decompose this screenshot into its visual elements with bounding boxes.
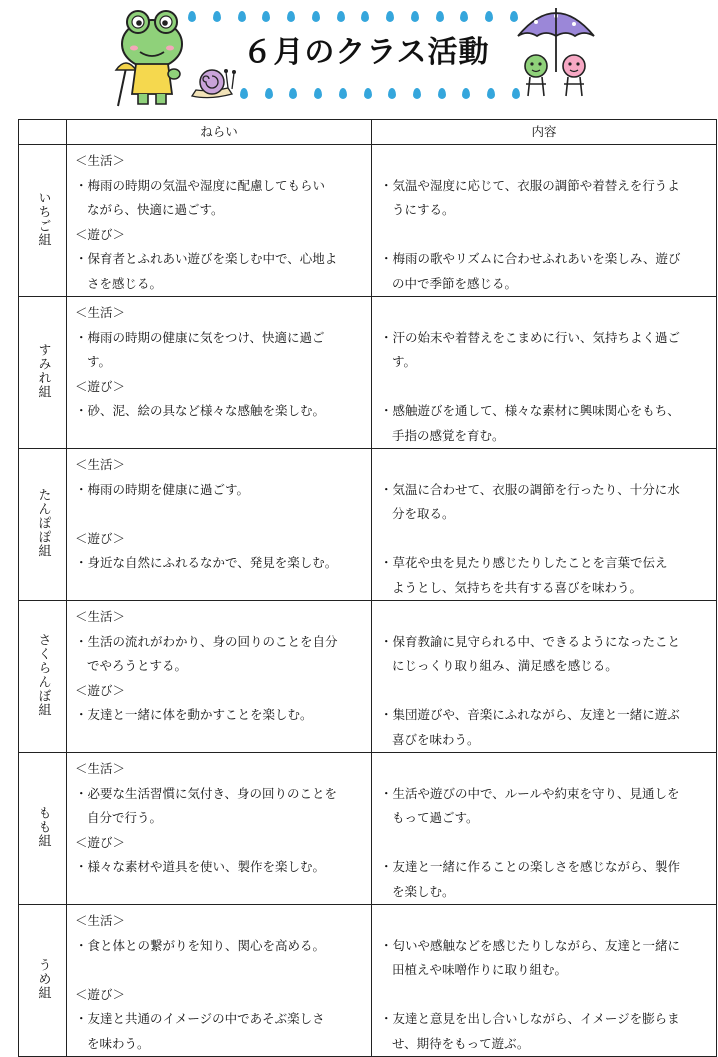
content-cell	[372, 145, 717, 297]
play-label: ＜遊び＞	[75, 986, 126, 1002]
table-row	[19, 297, 717, 449]
content-text: す。	[392, 354, 417, 369]
class-name-cell	[19, 601, 67, 753]
life-aim-text: ・食と体との繋がりを知り、関心を高める。	[75, 937, 326, 953]
content-text: を楽しむ。	[392, 883, 455, 899]
header-group	[19, 120, 67, 145]
class-name: もも組	[35, 806, 51, 848]
page-header	[0, 0, 718, 118]
life-label: ＜生活＞	[75, 457, 126, 472]
class-name-cell	[19, 145, 67, 297]
content-text: ・生活や遊びの中で、ルールや約束を守り、見通しを	[380, 785, 680, 801]
aim-cell	[67, 449, 372, 601]
content-text: ・友達と一緒に作ることの楽しさを感じながら、製作	[380, 859, 681, 874]
class-name: さくらんぼ組	[35, 633, 51, 717]
content-text: ・気温に合わせて、衣服の調節を行ったり、十分に水	[380, 481, 680, 497]
life-label: ＜生活＞	[75, 913, 126, 928]
class-name: うめ組	[35, 958, 51, 1000]
content-text: ・保育教諭に見守られる中、できるようになったこと	[380, 633, 681, 649]
content-text: ・汗の始末や着替えをこまめに行い、気持ちよく過ご	[380, 329, 681, 345]
class-name-cell	[19, 753, 67, 905]
play-label: ＜遊び＞	[75, 530, 126, 546]
play-aim-text: ・友達と一緒に体を動かすことを楽しむ。	[75, 707, 313, 722]
aim-cell	[67, 297, 372, 449]
life-aim-text: ・必要な生活習慣に気付き、身の回りのことを	[75, 785, 338, 801]
page-title: ６月のクラス活動	[242, 35, 490, 70]
play-aim-text: ・身近な自然にふれるなかで、発見を楽しむ。	[75, 555, 338, 570]
content-text: ・草花や虫を見たり感じたりしたことを言葉で伝え	[380, 555, 668, 570]
content-cell	[372, 449, 717, 601]
raindrop-row-top	[188, 11, 518, 25]
content-text: せ、期待をもって遊ぶ。	[392, 1035, 530, 1051]
aim-cell	[67, 601, 372, 753]
content-text: もって過ごす。	[392, 810, 479, 825]
class-name-cell	[19, 905, 67, 1057]
play-aim-text: ・友達と共通のイメージの中であそぶ楽しさ	[75, 1011, 325, 1026]
table-row	[19, 601, 717, 753]
content-text: ・友達と意見を出し合いしながら、イメージを膨らま	[380, 1011, 680, 1026]
table-row	[19, 905, 717, 1057]
content-text: の中で季節を感じる。	[392, 275, 518, 291]
content-text: 田植えや味噌作りに取り組む。	[392, 962, 568, 977]
life-aim-text: ながら、快適に過ごす。	[87, 202, 224, 217]
table-header-row	[19, 120, 717, 145]
play-label: ＜遊び＞	[75, 682, 126, 698]
umbrella-kids-illustration	[514, 2, 598, 102]
content-text: ようとし、気持ちを共有する喜びを味わう。	[392, 579, 643, 595]
class-name: いちご組	[35, 191, 51, 247]
content-text: うにする。	[392, 202, 455, 217]
header-content: 内容	[372, 120, 717, 145]
life-label: ＜生活＞	[75, 305, 126, 320]
life-label: ＜生活＞	[75, 609, 126, 624]
table-row	[19, 753, 717, 905]
play-aim-text: さを感じる。	[87, 275, 163, 291]
play-aim-text: ・様々な素材や道具を使い、製作を楽しむ。	[75, 859, 326, 874]
content-text: ・梅雨の歌やリズムに合わせふれあいを楽しみ、遊び	[380, 251, 681, 266]
frog-illustration	[112, 8, 192, 108]
content-text: ・気温や湿度に応じて、衣服の調節や着替えを行うよ	[380, 177, 680, 193]
spacer	[380, 831, 706, 856]
life-aim-text: でやろうとする。	[87, 658, 188, 673]
content-cell	[372, 753, 717, 905]
aim-cell	[67, 753, 372, 905]
content-text: ・匂いや感触などを感じたりしながら、友達と一緒に	[380, 937, 681, 953]
play-aim-text: ・保育者とふれあい遊びを楽しむ中で、心地よ	[75, 251, 338, 266]
spacer	[380, 527, 706, 552]
class-name: すみれ組	[35, 343, 51, 399]
content-cell	[372, 601, 717, 753]
snail-illustration	[190, 64, 236, 102]
life-aim-text: ・梅雨の時期を健康に過ごす。	[75, 481, 250, 497]
content-cell	[372, 297, 717, 449]
activity-table	[18, 119, 717, 1057]
aim-cell	[67, 905, 372, 1057]
content-cell	[372, 905, 717, 1057]
play-label: ＜遊び＞	[75, 834, 126, 850]
play-label: ＜遊び＞	[75, 226, 126, 242]
content-text: 喜びを味わう。	[392, 731, 480, 747]
class-name: たんぽぽ組	[35, 488, 51, 558]
spacer	[380, 375, 706, 400]
life-aim-text: ・生活の流れがわかり、身の回りのことを自分	[75, 633, 338, 649]
class-name-cell	[19, 297, 67, 449]
content-text: 分を取る。	[392, 506, 455, 521]
class-name-cell	[19, 449, 67, 601]
content-text: にじっくり取り組み、満足感を感じる。	[392, 658, 618, 673]
play-aim-text: ・砂、泥、絵の具など様々な感触を楽しむ。	[75, 403, 326, 418]
spacer	[380, 983, 706, 1008]
life-label: ＜生活＞	[75, 761, 126, 776]
spacer	[380, 223, 706, 248]
raindrop-row-bottom	[240, 88, 520, 102]
life-aim-text: ・梅雨の時期の健康に気をつけ、快適に過ご	[75, 329, 325, 345]
table-body	[19, 145, 717, 1057]
aim-cell	[67, 145, 372, 297]
life-aim-text: す。	[87, 354, 112, 369]
life-aim-text: 自分で行う。	[87, 810, 163, 825]
life-label: ＜生活＞	[75, 153, 126, 168]
content-text: ・感触遊びを通して、様々な素材に興味関心をもち、	[380, 403, 680, 418]
spacer	[380, 679, 706, 704]
table-row	[19, 145, 717, 297]
spacer	[75, 502, 361, 527]
table-row	[19, 449, 717, 601]
spacer	[75, 958, 361, 983]
play-aim-text: を味わう。	[87, 1035, 150, 1051]
life-aim-text: ・梅雨の時期の気温や湿度に配慮してもらい	[75, 177, 326, 193]
header-aim: ねらい	[67, 120, 372, 145]
play-label: ＜遊び＞	[75, 378, 126, 394]
content-text: ・集団遊びや、音楽にふれながら、友達と一緒に遊ぶ	[380, 707, 680, 722]
content-text: 手指の感覚を育む。	[392, 427, 505, 443]
